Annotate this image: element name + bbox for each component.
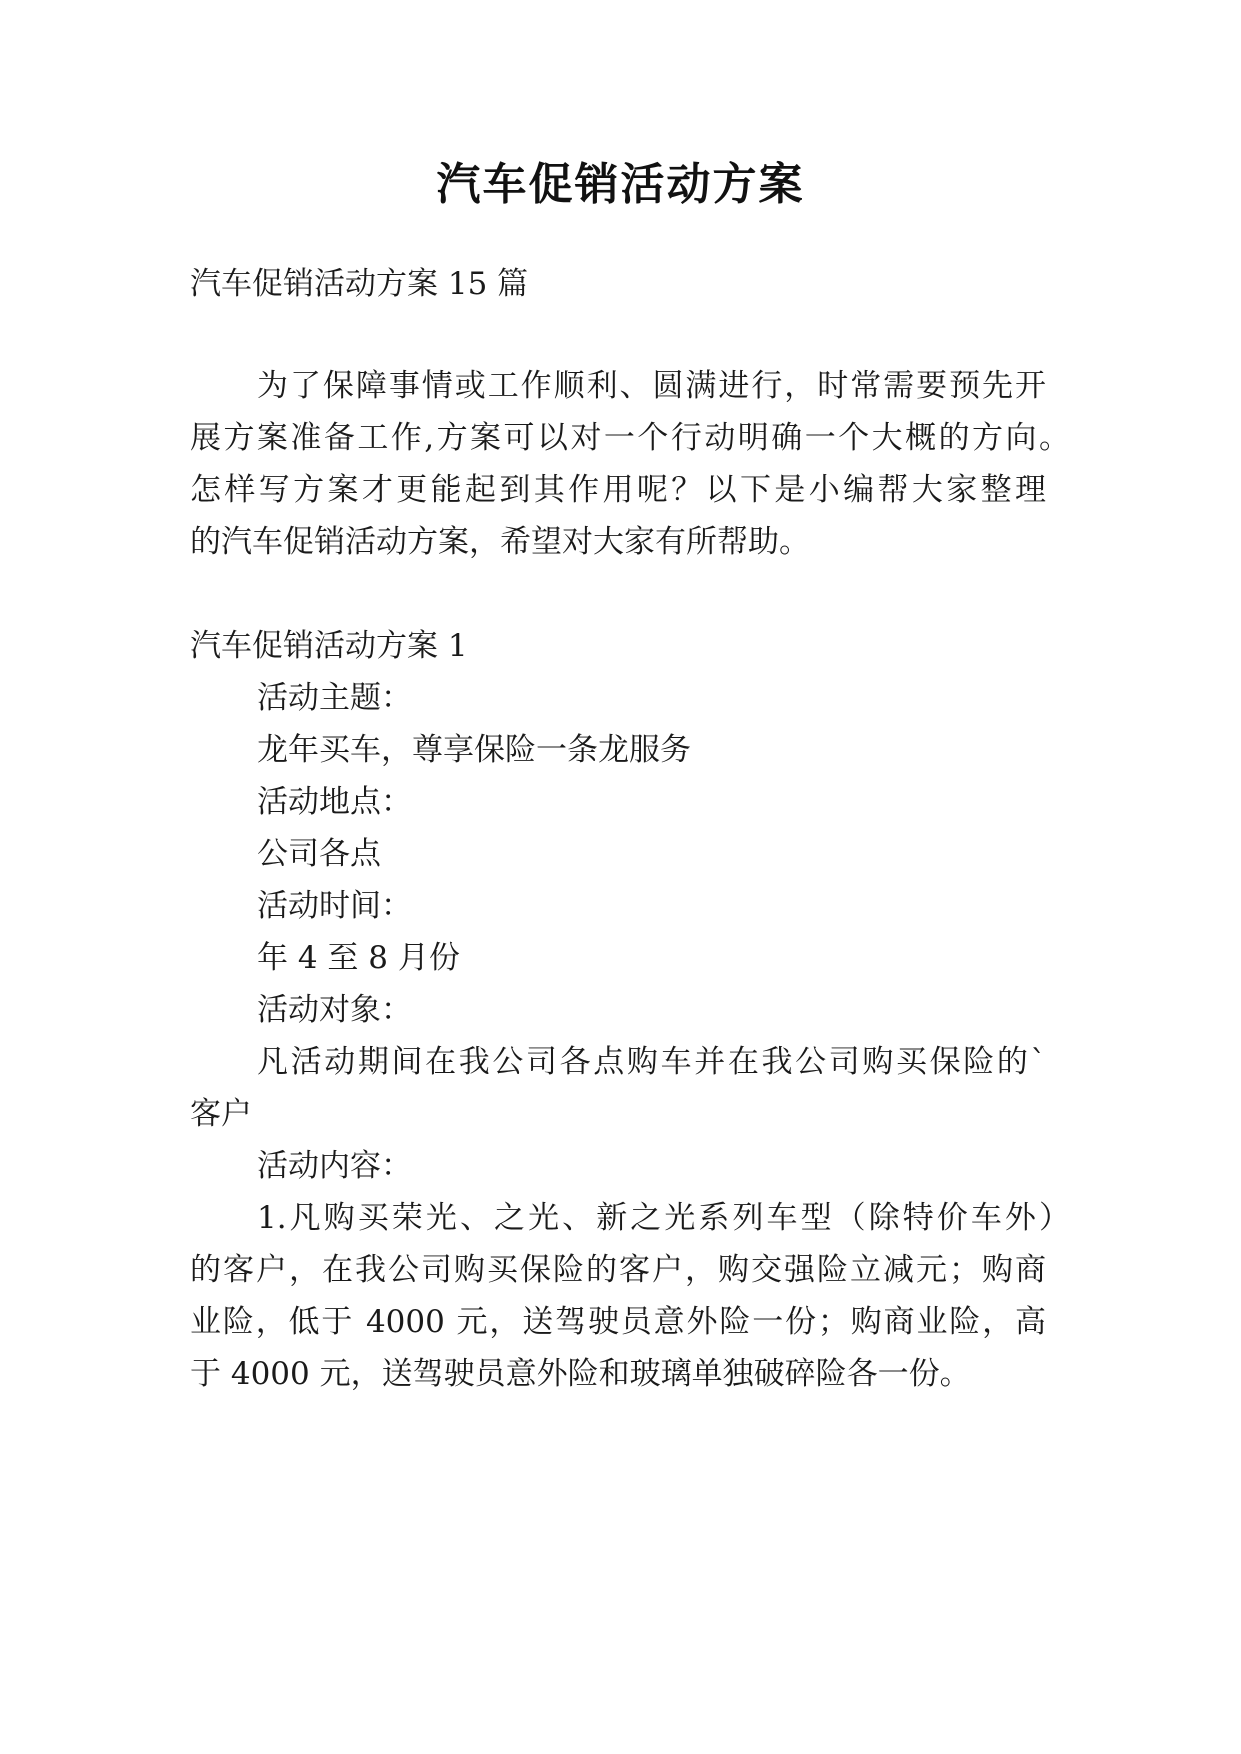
location-label: 活动地点： [257, 784, 412, 820]
document-subtitle: 汽车促销活动方案 15 篇 [190, 266, 529, 302]
content-line: 的客户，在我公司购买保险的客户，购交强险立减元；购商 [190, 1252, 1046, 1288]
content-label: 活动内容： [257, 1148, 412, 1184]
time-value: 年 4 至 8 月份 [257, 940, 460, 976]
theme-label: 活动主题： [257, 680, 412, 716]
intro-line: 怎样写方案才更能起到其作用呢？以下是小编帮大家整理 [190, 472, 1046, 508]
section-heading: 汽车促销活动方案 1 [190, 628, 468, 664]
document-title: 汽车促销活动方案 [436, 159, 805, 210]
intro-line: 的汽车促销活动方案，希望对大家有所帮助。 [190, 524, 810, 560]
target-label: 活动对象： [257, 992, 412, 1028]
content-line: 于 4000 元，送驾驶员意外险和玻璃单独破碎险各一份。 [190, 1356, 971, 1392]
intro-line: 展方案准备工作,方案可以对一个行动明确一个大概的方向。 [190, 420, 1070, 456]
content-line: 业险，低于 4000 元，送驾驶员意外险一份；购商业险，高 [190, 1304, 1046, 1340]
location-value: 公司各点 [257, 836, 381, 872]
target-line: 凡活动期间在我公司各点购车并在我公司购买保险的` [257, 1044, 1046, 1080]
content-line: 1.凡购买荣光、之光、新之光系列车型（除特价车外） [257, 1200, 1070, 1236]
time-label: 活动时间： [257, 888, 412, 924]
theme-value: 龙年买车，尊享保险一条龙服务 [257, 732, 691, 768]
intro-line: 为了保障事情或工作顺利、圆满进行，时常需要预先开 [257, 368, 1046, 404]
target-line: 客户 [190, 1096, 252, 1132]
